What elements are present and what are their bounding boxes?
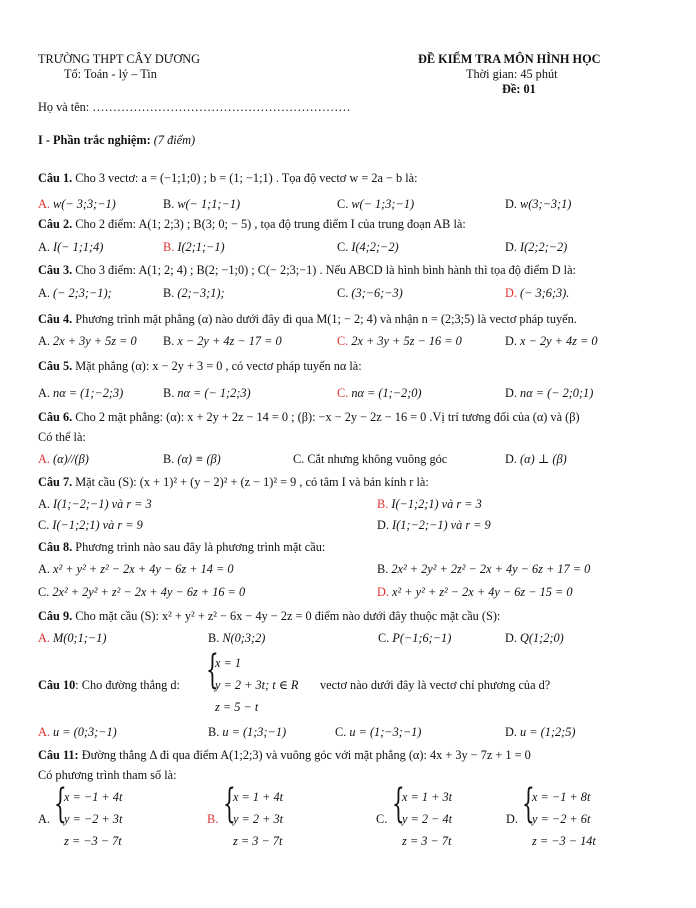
exam-title: ĐỀ KIỂM TRA MÔN HÌNH HỌC xyxy=(418,52,601,66)
question-11: Câu 11: Đường thẳng Δ đi qua điểm A(1;2;3) và vuông góc với mặt phẳng (α): 4x + 3y − 7z + 1 = 0 xyxy=(38,748,531,762)
q1-option-d[interactable]: D. w(3;−3;1) xyxy=(505,197,572,211)
q11-option-d-letter: D. xyxy=(506,812,518,826)
student-name-line: Họ và tên: ……………………………………………………… xyxy=(38,100,351,114)
question-6-line2: Có thể là: xyxy=(38,430,86,444)
q11-option-b-letter: B. xyxy=(207,812,219,826)
q9-option-a[interactable]: A. M(0;1;−1) xyxy=(38,631,107,645)
q7-option-c[interactable]: C. I(−1;2;1) và r = 9 xyxy=(38,518,143,532)
question-5: Câu 5. Mặt phẳng (α): x − 2y + 3 = 0 , có vectơ pháp tuyến nα là: xyxy=(38,359,362,373)
q1-option-c[interactable]: C. w(− 1;3;−1) xyxy=(337,197,415,211)
q9-option-b[interactable]: B. N(0;3;2) xyxy=(208,631,266,645)
q10-option-c[interactable]: C. u = (1;−3;−1) xyxy=(335,725,422,739)
q11-c-y: y = 2 − 4t xyxy=(402,812,453,826)
department: Tổ: Toán - lý – Tin xyxy=(64,67,157,81)
q10-brace: { xyxy=(206,647,219,693)
q11-b-z: z = 3 − 7t xyxy=(233,834,283,848)
exam-code: Đề: 01 xyxy=(502,82,536,96)
question-10-post: vectơ nào dưới đây là vectơ chỉ phương của d? xyxy=(320,678,551,692)
q5-option-c[interactable]: C. nα = (1;−2;0) xyxy=(337,386,422,400)
q9-option-d[interactable]: D. Q(1;2;0) xyxy=(505,631,564,645)
q10-option-b[interactable]: B. u = (1;3;−1) xyxy=(208,725,287,739)
question-10: Câu 10: Cho đường thẳng d: xyxy=(38,678,180,692)
q11-a-z: z = −3 − 7t xyxy=(64,834,122,848)
q2-option-a[interactable]: A. I(− 1;1;4) xyxy=(38,240,104,254)
q6-option-c[interactable]: C. Cắt nhưng không vuông góc xyxy=(293,452,448,466)
q11-c-x: x = 1 + 3t xyxy=(402,790,453,804)
q8-option-c[interactable]: C. 2x² + 2y² + z² − 2x + 4y − 6z + 16 = 0 xyxy=(38,585,246,599)
question-4: Câu 4. Phương trình mặt phẳng (α) nào dưới đây đi qua M(1; − 2; 4) và nhận n = (2;3;5) là vectơ pháp tuyến. xyxy=(38,312,577,326)
q4-option-c[interactable]: C. 2x + 3y + 5z − 16 = 0 xyxy=(337,334,462,348)
q4-option-d[interactable]: D. x − 2y + 4z = 0 xyxy=(505,334,598,348)
q10-option-d[interactable]: D. u = (1;2;5) xyxy=(505,725,576,739)
question-7: Câu 7. Mặt cầu (S): (x + 1)² + (y − 2)² + (z − 1)² = 9 , có tâm I và bán kính r là: xyxy=(38,475,429,489)
q7-option-d[interactable]: D. I(1;−2;−1) và r = 9 xyxy=(377,518,491,532)
school-name: TRƯỜNG THPT CÂY DƯƠNG xyxy=(38,52,200,66)
q2-option-d[interactable]: D. I(2;2;−2) xyxy=(505,240,568,254)
q10-sys-x: x = 1 xyxy=(215,656,242,670)
q8-option-b[interactable]: B. 2x² + 2y² + 2z² − 2x + 4y − 6z + 17 = 0 xyxy=(377,562,591,576)
q5-option-b[interactable]: B. nα = (− 1;2;3) xyxy=(163,386,251,400)
q11-a-x: x = −1 + 4t xyxy=(64,790,123,804)
q11-b-y: y = 2 + 3t xyxy=(233,812,284,826)
q11-a-y: y = −2 + 3t xyxy=(64,812,123,826)
question-3: Câu 3. Cho 3 điểm: A(1; 2; 4) ; B(2; −1;0) ; C(− 2;3;−1) . Nếu ABCD là hình bình hành thì tọa độ điểm D là: xyxy=(38,263,576,277)
question-11-line2: Có phương trình tham số là: xyxy=(38,768,177,782)
q9-option-c[interactable]: C. P(−1;6;−1) xyxy=(378,631,452,645)
question-6: Câu 6. Cho 2 mặt phẳng: (α): x + 2y + 2z − 14 = 0 ; (β): −x − 2y − 2z − 16 = 0 .Vị trí tương đối của (α) và (β) xyxy=(38,410,580,424)
q11-d-x: x = −1 + 8t xyxy=(532,790,591,804)
section-title: I - Phần trắc nghiệm: (7 điểm) xyxy=(38,133,196,147)
q11-a-brace: { xyxy=(54,781,67,827)
q11-c-brace: { xyxy=(392,781,405,827)
q4-option-b[interactable]: B. x − 2y + 4z − 17 = 0 xyxy=(163,334,282,348)
q1-option-b[interactable]: B. w(− 1;1;−1) xyxy=(163,197,241,211)
q11-b-x: x = 1 + 4t xyxy=(233,790,284,804)
question-8: Câu 8. Phương trình nào sau đây là phương trình mặt cầu: xyxy=(38,540,326,554)
q11-c-z: z = 3 − 7t xyxy=(402,834,452,848)
q10-option-a[interactable]: A. u = (0;3;−1) xyxy=(38,725,117,739)
q7-option-a[interactable]: A. I(1;−2;−1) và r = 3 xyxy=(38,497,152,511)
q3-option-a[interactable]: A. (− 2;3;−1); xyxy=(38,286,112,300)
q4-option-a[interactable]: A. 2x + 3y + 5z = 0 xyxy=(38,334,137,348)
q10-sys-z: z = 5 − t xyxy=(215,700,259,714)
q1-option-a[interactable]: A. w(− 3;3;−1) xyxy=(38,197,116,211)
question-1: Câu 1. Cho 3 vectơ: a = (−1;1;0) ; b = (1; −1;1) . Tọa độ vectơ w = 2a − b là: xyxy=(38,171,418,185)
q8-option-a[interactable]: A. x² + y² + z² − 2x + 4y − 6z + 14 = 0 xyxy=(38,562,234,576)
q8-option-d[interactable]: D. x² + y² + z² − 2x + 4y − 6z − 15 = 0 xyxy=(377,585,573,599)
question-9: Câu 9. Cho mặt cầu (S): x² + y² + z² − 6x − 4y − 2z = 0 điểm nào dưới đây thuộc mặt cầu (S): xyxy=(38,609,501,623)
q11-d-y: y = −2 + 6t xyxy=(532,812,591,826)
q3-option-d[interactable]: D. (− 3;6;3). xyxy=(505,286,570,300)
q3-option-c[interactable]: C. (3;−6;−3) xyxy=(337,286,403,300)
exam-time: Thời gian: 45 phút xyxy=(466,67,558,81)
q11-d-z: z = −3 − 14t xyxy=(532,834,596,848)
q7-option-b[interactable]: B. I(−1;2;1) và r = 3 xyxy=(377,497,482,511)
q11-d-brace: { xyxy=(522,781,535,827)
q5-option-d[interactable]: D. nα = (− 2;0;1) xyxy=(505,386,594,400)
q6-option-b[interactable]: B. (α) ≡ (β) xyxy=(163,452,221,466)
q10-sys-y: y = 2 + 3t; t ∈ R xyxy=(215,678,299,692)
q3-option-b[interactable]: B. (2;−3;1); xyxy=(163,286,225,300)
q2-option-c[interactable]: C. I(4;2;−2) xyxy=(337,240,399,254)
question-2: Câu 2. Cho 2 điểm: A(1; 2;3) ; B(3; 0; − 5) , tọa độ trung điểm I của trung đoạn AB là: xyxy=(38,217,466,231)
q5-option-a[interactable]: A. nα = (1;−2;3) xyxy=(38,386,124,400)
q6-option-d[interactable]: D. (α) ⊥ (β) xyxy=(505,452,567,466)
q11-option-a-letter: A. xyxy=(38,812,50,826)
q2-option-b[interactable]: B. I(2;1;−1) xyxy=(163,240,225,254)
q11-option-c-letter: C. xyxy=(376,812,388,826)
q6-option-a[interactable]: A. (α)//(β) xyxy=(38,452,89,466)
q11-b-brace: { xyxy=(223,781,236,827)
